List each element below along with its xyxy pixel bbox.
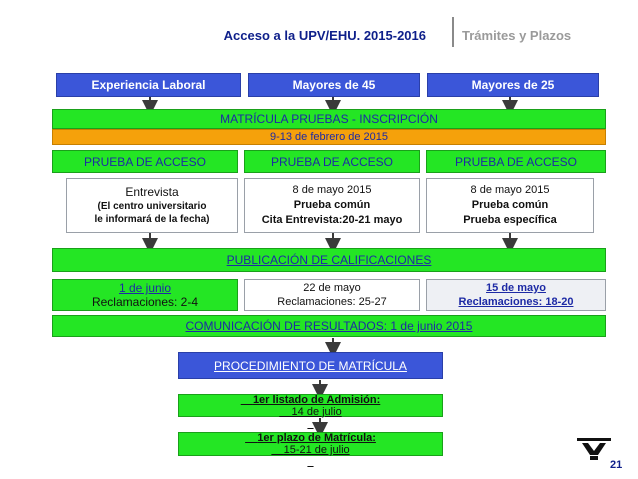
reclamaciones-date: 1 de junio	[118, 281, 172, 295]
admision-box	[178, 394, 443, 417]
matricula-pruebas-dates: 9-13 de febrero de 2015	[52, 129, 606, 145]
page-number: 21	[610, 459, 623, 471]
publicacion-title: PUBLICACIÓN DE CALIFICACIONES	[226, 253, 432, 267]
prueba-detail-line: le informará de la fecha)	[94, 214, 210, 225]
prueba-detail-line: (El centro universitario	[97, 201, 207, 212]
procedimiento-matricula-box	[178, 352, 443, 379]
comunicacion-title: COMUNICACIÓN DE RESULTADOS: 1 de junio 2015	[185, 319, 473, 333]
reclamaciones-text: Reclamaciones: 2-4	[91, 295, 199, 309]
prueba-detail-line: Entrevista	[125, 185, 179, 199]
category-mayores-25: Mayores de 25	[427, 73, 599, 97]
section-title: Trámites y Plazos	[462, 28, 572, 43]
prueba-detail-mayores45	[244, 178, 420, 233]
plazo-box	[178, 432, 443, 456]
plazo-value: 15-21 de julio	[283, 444, 350, 456]
prueba-acceso-label-1: PRUEBA DE ACCESO	[52, 150, 238, 173]
prueba-detail-line: Cita Entrevista:20-21 mayo	[261, 214, 403, 226]
page-title: Acceso a la UPV/EHU. 2015-2016	[223, 28, 426, 43]
reclamaciones-date: 15 de mayo	[486, 282, 546, 294]
category-mayores-45: Mayores de 45	[248, 73, 420, 97]
admision-label: 1er listado de Admisión:	[252, 393, 381, 406]
prueba-detail-line: 8 de mayo 2015	[292, 184, 372, 196]
reclamaciones-text: Reclamaciones: 25-27	[277, 296, 387, 308]
admision-value: 14 de julio	[291, 405, 342, 418]
prueba-detail-line: Prueba específica	[463, 214, 557, 226]
prueba-detail-experiencia	[66, 178, 238, 233]
publicacion-calificaciones-box	[52, 248, 606, 272]
prueba-acceso-label-2: PRUEBA DE ACCESO	[244, 150, 420, 173]
reclamaciones-text: Reclamaciones: 18-20	[458, 296, 574, 308]
category-experiencia-laboral: Experiencia Laboral	[56, 73, 241, 97]
procedimiento-title: PROCEDIMIENTO DE MATRÍCULA	[214, 358, 407, 373]
reclamaciones-date: 22 de mayo	[303, 282, 361, 294]
reclamaciones-mayores25	[426, 279, 606, 311]
prueba-acceso-label-3: PRUEBA DE ACCESO	[426, 150, 606, 173]
reclamaciones-mayores45	[244, 279, 420, 311]
comunicacion-resultados-box	[52, 315, 606, 337]
prueba-detail-line: 8 de mayo 2015	[470, 184, 550, 196]
reclamaciones-experiencia	[52, 279, 238, 311]
prueba-detail-line: Prueba común	[293, 199, 371, 211]
plazo-label: 1er plazo de Matrícula:	[257, 432, 376, 444]
upv-logo-icon	[576, 437, 612, 461]
prueba-detail-mayores25	[426, 178, 594, 233]
matricula-pruebas-box: MATRÍCULA PRUEBAS - INSCRIPCIÓN	[52, 109, 606, 129]
prueba-detail-line: Prueba común	[471, 199, 549, 211]
